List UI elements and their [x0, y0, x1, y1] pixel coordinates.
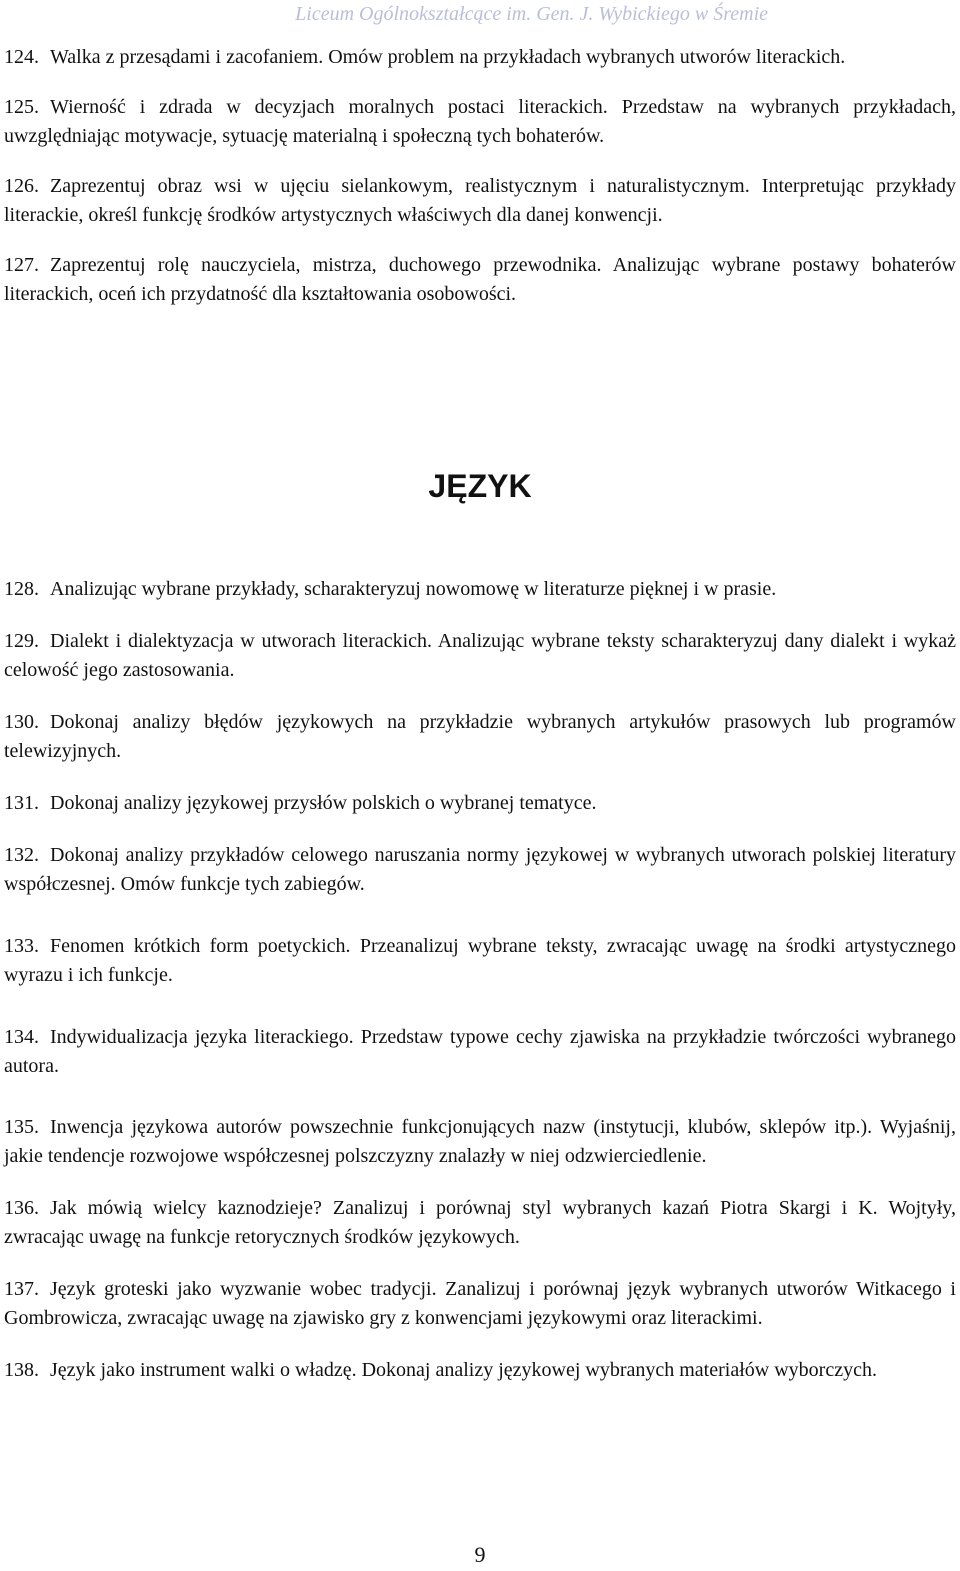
topic-number: 127. [4, 254, 39, 276]
topic-text: Inwencja językowa autorów powszechnie funkcjonujących nazw (instytucji, klubów, sklepów itp.). Wyjaśnij, jakie tendencje rozwojowe współczesnej polszczyzny znalazły w niej odzwierciedlenie. [4, 1116, 956, 1167]
topic-text: Jak mówią wielcy kaznodzieje? Zanalizuj i porównaj styl wybranych kazań Piotra Skargi i K. Wojtyły, zwracając uwagę na funkcje retorycznych środków językowych. [4, 1197, 956, 1248]
topic-text: Zaprezentuj obraz wsi w ujęciu sielankowym, realistycznym i naturalistycznym. Interpretując przykłady literackie, określ funkcję środków artystycznych właściwych dla danej konwencji. [4, 175, 956, 226]
topic-text: Indywidualizacja języka literackiego. Przedstaw typowe cechy zjawiska na przykładzie twórczości wybranego autora. [4, 1026, 956, 1077]
topic-number: 126. [4, 175, 39, 197]
topic-number: 128. [4, 578, 39, 600]
topic-text: Dokonaj analizy błędów językowych na przykładzie wybranych artykułów prasowych lub programów telewizyjnych. [4, 711, 956, 762]
topic-number: 137. [4, 1278, 39, 1300]
topic-text: Język jako instrument walki o władzę. Dokonaj analizy językowej wybranych materiałów wyborczych. [50, 1359, 877, 1381]
topic-number: 131. [4, 792, 39, 814]
topic-text: Dialekt i dialektyzacja w utworach literackich. Analizując wybrane teksty scharakteryzuj dany dialekt i wykaż celowość jego zastosowania. [4, 630, 956, 681]
topic-text: Dokonaj analizy przykładów celowego naruszania normy językowej w wybranych utworach polskiej literatury współczesnej. Omów funkcje tych zabiegów. [4, 844, 956, 895]
topic-item [4, 93, 956, 151]
topic-item [4, 627, 956, 685]
topic-item [4, 789, 956, 818]
topic-number: 133. [4, 935, 39, 957]
topic-text: Język groteski jako wyzwanie wobec tradycji. Zanalizuj i porównaj język wybranych utworów Witkacego i Gombrowicza, zwracając uwagę na zjawisko gry z konwencjami językowymi oraz literackimi. [4, 1278, 956, 1329]
topic-text: Fenomen krótkich form poetyckich. Przeanalizuj wybrane teksty, zwracając uwagę na środki artystycznego wyrazu i ich funkcje. [4, 935, 956, 986]
topic-item [4, 932, 956, 990]
topic-item [4, 575, 956, 604]
topic-list-literature [4, 43, 956, 309]
section-title: JĘZYK [428, 468, 532, 504]
topic-number: 125. [4, 96, 39, 118]
topic-text: Analizując wybrane przykłady, scharakteryzuj nowomowę w literaturze pięknej i w prasie. [50, 578, 777, 600]
topic-item [4, 708, 956, 766]
topic-number: 130. [4, 711, 39, 733]
topic-number: 135. [4, 1116, 39, 1138]
topic-text: Wierność i zdrada w decyzjach moralnych postaci literackich. Przedstaw na wybranych przykładach, uwzględniając motywacje, sytuację materialną i społeczną tych bohaterów. [4, 96, 956, 147]
topic-item [4, 841, 956, 899]
topic-item [4, 1356, 956, 1385]
page-number: 9 [474, 1542, 486, 1567]
topic-text: Dokonaj analizy językowej przysłów polskich o wybranej tematyce. [50, 792, 597, 814]
topic-number: 136. [4, 1197, 39, 1219]
topic-item [4, 172, 956, 230]
topic-item [4, 251, 956, 309]
topic-item [4, 43, 956, 72]
topic-item [4, 1113, 956, 1171]
topic-number: 138. [4, 1359, 39, 1381]
topic-item [4, 1194, 956, 1252]
page-header: Liceum Ogólnokształcące im. Gen. J. Wybickiego w Śremie [295, 3, 768, 25]
topic-number: 132. [4, 844, 39, 866]
topic-list-language [4, 575, 956, 1385]
topic-number: 134. [4, 1026, 39, 1048]
topic-text: Walka z przesądami i zacofaniem. Omów problem na przykładach wybranych utworów literackich. [50, 46, 846, 68]
topic-item [4, 1023, 956, 1081]
topic-item [4, 1275, 956, 1333]
topic-number: 129. [4, 630, 39, 652]
topic-text: Zaprezentuj rolę nauczyciela, mistrza, duchowego przewodnika. Analizując wybrane postawy bohaterów literackich, oceń ich przydatność dla kształtowania osobowości. [4, 254, 956, 305]
topic-number: 124. [4, 46, 39, 68]
